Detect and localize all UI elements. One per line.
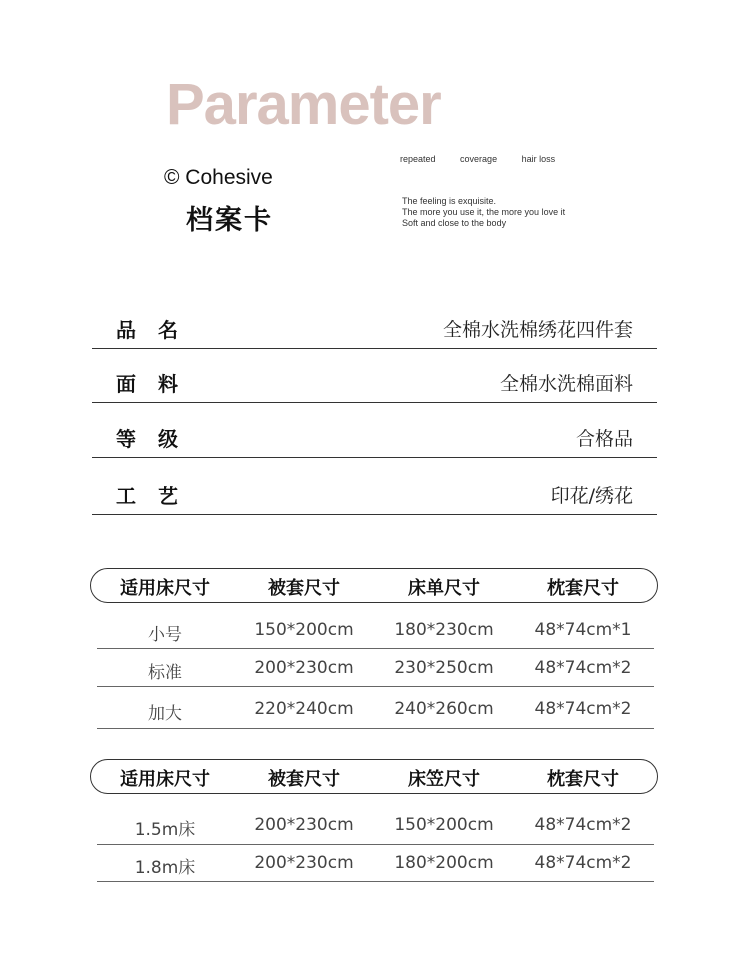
table1-cell: 48*74cm*1	[534, 620, 632, 640]
table2-header-cell: 适用床尺寸	[120, 769, 210, 790]
info-row-fabric	[92, 362, 657, 403]
table1-cell: 180*230cm	[394, 620, 494, 640]
row-divider	[97, 844, 654, 845]
row-divider	[97, 728, 654, 729]
table2-header-cell: 被套尺寸	[268, 769, 340, 790]
table1-cell: 240*260cm	[394, 699, 494, 719]
table2-header-cell: 床笠尺寸	[408, 769, 480, 790]
tag: coverage	[460, 154, 498, 164]
row-divider	[97, 686, 654, 687]
table1-cell: 150*200cm	[254, 620, 354, 640]
table2-cell: 1.5m床	[134, 820, 196, 840]
table1-cell: 48*74cm*2	[534, 699, 632, 719]
table2-cell: 200*230cm	[254, 853, 354, 873]
info-value: 印花/绣花	[550, 485, 633, 507]
card-title: 档案卡	[186, 205, 273, 236]
info-row-grade	[92, 417, 657, 458]
info-label: 等级	[116, 427, 200, 451]
table1-header-cell: 枕套尺寸	[547, 578, 619, 599]
tag: hair loss	[521, 154, 556, 164]
table2-cell: 1.8m床	[134, 858, 196, 878]
info-label: 面料	[116, 372, 200, 396]
info-value: 全棉水洗棉面料	[499, 373, 633, 395]
table1-cell: 48*74cm*2	[534, 658, 632, 678]
info-value: 合格品	[575, 428, 633, 450]
table2-cell: 150*200cm	[394, 815, 494, 835]
table2-cell: 48*74cm*2	[534, 815, 632, 835]
slogan-line: Soft and close to the body	[402, 218, 507, 228]
table1-cell: 220*240cm	[254, 699, 354, 719]
table1-cell: 标准	[148, 663, 182, 683]
brand-name: © Cohesive	[164, 166, 273, 189]
info-row-craft	[92, 474, 657, 515]
table1-cell: 加大	[148, 704, 182, 724]
table1-cell: 小号	[148, 625, 182, 645]
tag: repeated	[400, 154, 436, 164]
table1-cell: 200*230cm	[254, 658, 354, 678]
table1-header-cell: 适用床尺寸	[120, 578, 210, 599]
slogan-line: The feeling is exquisite.	[402, 196, 497, 206]
slogan-line: The more you use it, the more you love it	[402, 207, 566, 217]
table1-header-cell: 床单尺寸	[408, 578, 480, 599]
tag-list	[400, 154, 577, 164]
info-row-name	[92, 308, 657, 349]
info-label: 工艺	[116, 484, 200, 508]
table1-header-cell: 被套尺寸	[268, 578, 340, 599]
table1-cell: 230*250cm	[394, 658, 494, 678]
table2-cell: 200*230cm	[254, 815, 354, 835]
slogan	[402, 196, 565, 229]
table2-cell: 48*74cm*2	[534, 853, 632, 873]
table2-header-cell: 枕套尺寸	[547, 769, 619, 790]
row-divider	[97, 881, 654, 882]
info-label: 品名	[116, 318, 200, 342]
row-divider	[97, 648, 654, 649]
info-value: 全棉水洗棉绣花四件套	[442, 319, 633, 341]
page-title: Parameter	[166, 72, 441, 137]
table2-cell: 180*200cm	[394, 853, 494, 873]
